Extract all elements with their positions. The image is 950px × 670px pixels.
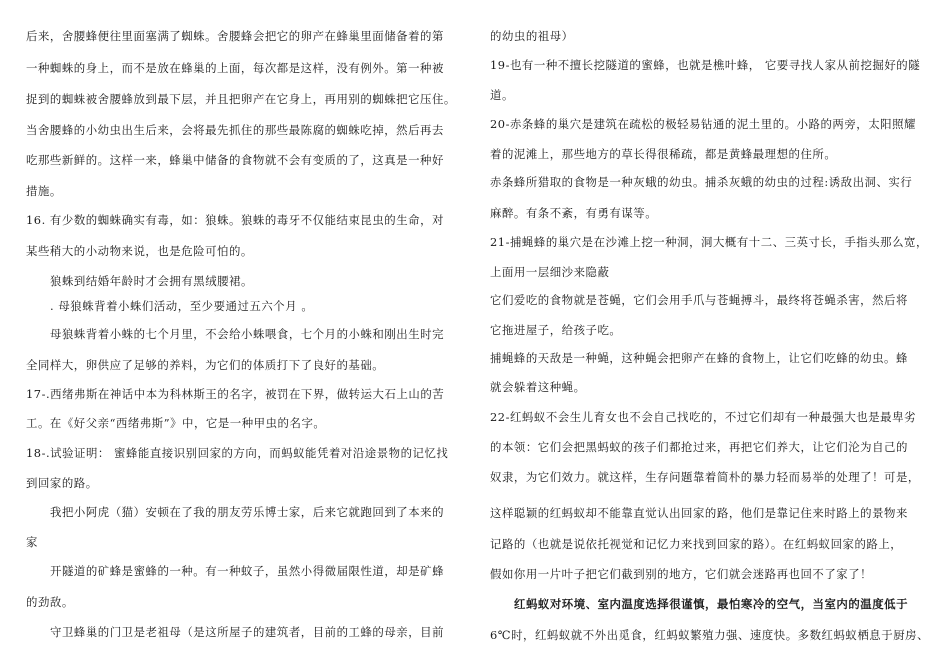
text-line: 16. 有少数的蜘蛛确实有毒，如：狼蛛。狼蛛的毒牙不仅能结束昆虫的生命，对 — [26, 213, 444, 227]
text-line: 着的泥滩上，那些地方的草长得很稀疏，都是黄蜂最理想的住所。 — [490, 147, 837, 161]
text-line: 它们爱吃的食物就是苍蝇，它们会用手爪与苍蝇搏斗，最终将苍蝇杀害，然后将 — [490, 293, 908, 307]
text-line: 这样聪颖的红蚂蚁却不能靠直觉认出回家的路，他们是靠记住来时路上的景物来 — [490, 506, 908, 520]
text-line: 的本领：它们会把黑蚂蚁的孩子们都抢过来，再把它们养大，让它们沦为自己的 — [490, 440, 908, 454]
text-line: 的劲敌。 — [26, 595, 74, 609]
text-line: 捉到的蜘蛛被舍腰蜂放到最下层，并且把卵产在它身上，再用别的蜘蛛把它压住。 — [26, 92, 456, 106]
text-line: 当舍腰蜂的小幼虫出生后来，会将最先抓住的那些最陈腐的蜘蛛吃掉，然后再去 — [26, 123, 444, 137]
text-line: 20-赤条蜂的巢穴是建筑在疏松的极轻易钻通的泥土里的。小路的两旁，太阳照耀 — [490, 117, 916, 131]
text-line: 它拖进屋子，给孩子吃。 — [490, 323, 622, 337]
text-line: 红蚂蚁对环境、室内温度选择很谨慎，最怕寒冷的空气，当室内的温度低于 — [514, 597, 909, 611]
text-line: 措施。 — [26, 184, 62, 198]
text-line: 6℃时，红蚂蚁就不外出觅食，红蚂蚁繁殖力强、速度快。多数红蚂蚁栖息于厨房、 — [490, 628, 930, 642]
text-line: 我把小阿虎（猫）安顿在了我的朋友劳乐博士家，后来它就跑回到了本来的 — [50, 505, 445, 519]
text-line: 18-.试验证明： 蜜蜂能直接识别回家的方向，而蚂蚁能凭着对沿途景物的记忆找 — [26, 446, 449, 460]
text-line: 22-红蚂蚁不会生儿育女也不会自己找吃的，不过它们却有一种最强大也是最卑劣 — [490, 410, 916, 424]
text-line: 全同样大，卵供应了足够的养料，为它们的体质打下了良好的基础。 — [26, 358, 385, 372]
text-line: 道。 — [490, 88, 514, 102]
text-line: 一种蜘蛛的身上，而不是放在蜂巢的上面，每次都是这样，没有例外。第一种被 — [26, 61, 444, 75]
text-line: 上面用一层细沙来隐蔽 — [490, 265, 610, 279]
text-line: . 母狼蛛背着小蛛们活动，至少要通过五六个月 。 — [50, 299, 314, 313]
text-line: 守卫蜂巢的门卫是老祖母（是这所屋子的建筑者，目前的工蜂的母亲，目前 — [50, 625, 445, 639]
text-line: 母狼蛛背着小蛛的七个月里，不会给小蛛喂食，七个月的小蛛和刚出生时完 — [50, 327, 445, 341]
text-line: 吃那些新鲜的。这样一来，蜂巢中储备的食物就不会有变质的了，这真是一种好 — [26, 153, 444, 167]
text-line: 19-也有一种不擅长挖隧道的蜜蜂，也就是樵叶蜂， 它要寻找人家从前挖掘好的隧 — [490, 58, 921, 72]
text-line: 假如你用一片叶子把它们截到别的地方，它们就会迷路再也回不了家了！ — [490, 567, 873, 581]
text-line: 工。在《好父亲“西绪弗斯”》中，它是一种甲虫的名字。 — [26, 416, 326, 430]
text-line: 就会躲着这种蝇。 — [490, 380, 586, 394]
text-line: 后来，舍腰蜂便往里面塞满了蜘蛛。舍腰蜂会把它的卵产在蜂巢里面储备着的第 — [26, 29, 444, 43]
text-line: 狼蛛到结婚年龄时才会拥有黑绒腰裙。 — [50, 274, 253, 288]
text-line: 21-捕蝇蜂的巢穴是在沙滩上挖一种洞，洞大概有十二、三英寸长，手指头那么宽， — [490, 235, 928, 249]
text-line: 的幼虫的祖母） — [490, 29, 574, 43]
text-line: 家 — [26, 535, 38, 549]
text-line: 到回家的路。 — [26, 476, 98, 490]
text-line: 开隧道的矿蜂是蜜蜂的一种。有一种蚊子，虽然小得微届限性道，却是矿蜂 — [50, 564, 445, 578]
text-line: 捕蝇蜂的天敌是一种蝇，这种蝇会把卵产在蜂的食物上，让它们吃蜂的幼虫。蜂 — [490, 351, 908, 365]
text-line: 麻醉。有条不紊，有勇有谋等。 — [490, 206, 658, 220]
text-line: 某些稍大的小动物来说，也是危险可怕的。 — [26, 244, 253, 258]
text-line: 赤条蜂所猎取的食物是一种灰蛾的幼虫。捕杀灰蛾的幼虫的过程:诱敌出洞、实行 — [490, 175, 913, 189]
text-line: 奴隶，为它们效力。就这样，生存问题靠着简朴的暴力轻而易举的处理了！可是， — [490, 470, 920, 484]
text-line: 记路的（也就是说依托视觉和记忆力来找到回家的路）。在红蚂蚁回家的路上， — [490, 537, 903, 551]
text-line: 17-.西绪弗斯在神话中本为科林斯王的名字，被罚在下界，做转运大石上山的苦 — [26, 387, 445, 401]
